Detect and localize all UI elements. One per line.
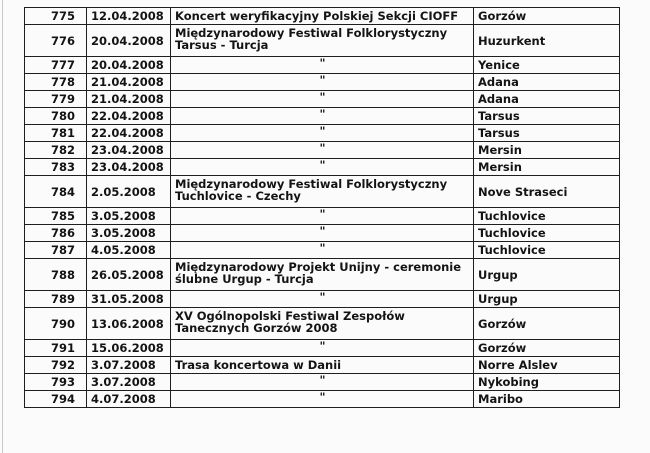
event-number-cell: 790	[25, 308, 87, 340]
table-row	[25, 357, 620, 374]
event-name-cell: Międzynarodowy Festiwal Folklorystyczny Tarsus - Turcja	[171, 25, 474, 57]
event-number-cell: 779	[25, 91, 87, 108]
event-place-cell: Mersin	[474, 142, 620, 159]
event-number-cell: 787	[25, 242, 87, 259]
event-name-cell: "	[171, 159, 474, 176]
event-number-cell: 786	[25, 225, 87, 242]
table-row	[25, 340, 620, 357]
event-name-cell: "	[171, 340, 474, 357]
event-place-cell: Gorzów	[474, 308, 620, 340]
event-place-cell: Urgup	[474, 291, 620, 308]
event-name-cell: XV Ogólnopolski Festiwal Zespołów Tanecznych Gorzów 2008	[171, 308, 474, 340]
event-date-cell: 12.04.2008	[87, 8, 171, 25]
table-row	[25, 374, 620, 391]
event-place-cell: Tuchlovice	[474, 208, 620, 225]
events-table	[24, 7, 620, 408]
event-number-cell: 792	[25, 357, 87, 374]
event-date-cell: 26.05.2008	[87, 259, 171, 291]
event-number-cell: 780	[25, 108, 87, 125]
event-number-cell: 785	[25, 208, 87, 225]
event-date-cell: 3.07.2008	[87, 357, 171, 374]
scan-edge-line	[2, 0, 3, 453]
event-name-cell: Koncert weryfikacyjny Polskiej Sekcji CIOFF	[171, 8, 474, 25]
events-table-body	[25, 8, 620, 408]
event-date-cell: 20.04.2008	[87, 25, 171, 57]
event-date-cell: 4.07.2008	[87, 391, 171, 408]
event-number-cell: 775	[25, 8, 87, 25]
table-row	[25, 291, 620, 308]
event-number-cell: 778	[25, 74, 87, 91]
event-name-cell: Trasa koncertowa w Danii	[171, 357, 474, 374]
event-date-cell: 15.06.2008	[87, 340, 171, 357]
event-date-cell: 23.04.2008	[87, 142, 171, 159]
event-date-cell: 21.04.2008	[87, 91, 171, 108]
table-row	[25, 142, 620, 159]
event-place-cell: Tuchlovice	[474, 242, 620, 259]
event-date-cell: 3.05.2008	[87, 208, 171, 225]
event-number-cell: 783	[25, 159, 87, 176]
table-row	[25, 74, 620, 91]
table-row	[25, 25, 620, 57]
event-date-cell: 21.04.2008	[87, 74, 171, 91]
event-name-cell: Międzynarodowy Festiwal Folklorystyczny Tuchlovice - Czechy	[171, 176, 474, 208]
event-number-cell: 793	[25, 374, 87, 391]
event-date-cell: 31.05.2008	[87, 291, 171, 308]
event-name-cell: "	[171, 91, 474, 108]
event-date-cell: 23.04.2008	[87, 159, 171, 176]
table-row	[25, 108, 620, 125]
event-date-cell: 3.05.2008	[87, 225, 171, 242]
table-row	[25, 225, 620, 242]
event-number-cell: 777	[25, 57, 87, 74]
table-row	[25, 208, 620, 225]
event-place-cell: Gorzów	[474, 8, 620, 25]
event-name-cell: Międzynarodowy Projekt Unijny - ceremonie ślubne Urgup - Turcja	[171, 259, 474, 291]
event-number-cell: 789	[25, 291, 87, 308]
event-place-cell: Nykobing	[474, 374, 620, 391]
event-place-cell: Tuchlovice	[474, 225, 620, 242]
event-date-cell: 2.05.2008	[87, 176, 171, 208]
event-place-cell: Gorzów	[474, 340, 620, 357]
event-date-cell: 3.07.2008	[87, 374, 171, 391]
event-place-cell: Maribo	[474, 391, 620, 408]
table-row	[25, 91, 620, 108]
event-date-cell: 4.05.2008	[87, 242, 171, 259]
table-row	[25, 176, 620, 208]
event-name-cell: "	[171, 125, 474, 142]
event-name-cell: "	[171, 374, 474, 391]
table-row	[25, 308, 620, 340]
event-place-cell: Yenice	[474, 57, 620, 74]
event-number-cell: 794	[25, 391, 87, 408]
event-date-cell: 22.04.2008	[87, 125, 171, 142]
event-place-cell: Urgup	[474, 259, 620, 291]
event-date-cell: 20.04.2008	[87, 57, 171, 74]
event-place-cell: Tarsus	[474, 108, 620, 125]
event-place-cell: Nove Straseci	[474, 176, 620, 208]
event-place-cell: Huzurkent	[474, 25, 620, 57]
event-date-cell: 13.06.2008	[87, 308, 171, 340]
event-number-cell: 776	[25, 25, 87, 57]
event-place-cell: Adana	[474, 91, 620, 108]
table-row	[25, 8, 620, 25]
event-name-cell: "	[171, 108, 474, 125]
event-name-cell: "	[171, 391, 474, 408]
table-row	[25, 391, 620, 408]
event-name-cell: "	[171, 57, 474, 74]
event-number-cell: 791	[25, 340, 87, 357]
table-row	[25, 242, 620, 259]
event-name-cell: "	[171, 225, 474, 242]
event-name-cell: "	[171, 291, 474, 308]
event-name-cell: "	[171, 208, 474, 225]
event-place-cell: Norre Alslev	[474, 357, 620, 374]
event-number-cell: 781	[25, 125, 87, 142]
event-date-cell: 22.04.2008	[87, 108, 171, 125]
table-row	[25, 259, 620, 291]
table-row	[25, 57, 620, 74]
event-name-cell: "	[171, 74, 474, 91]
table-row	[25, 125, 620, 142]
event-name-cell: "	[171, 142, 474, 159]
event-place-cell: Mersin	[474, 159, 620, 176]
event-name-cell: "	[171, 242, 474, 259]
event-number-cell: 784	[25, 176, 87, 208]
table-row	[25, 159, 620, 176]
event-place-cell: Adana	[474, 74, 620, 91]
event-number-cell: 788	[25, 259, 87, 291]
event-place-cell: Tarsus	[474, 125, 620, 142]
event-number-cell: 782	[25, 142, 87, 159]
